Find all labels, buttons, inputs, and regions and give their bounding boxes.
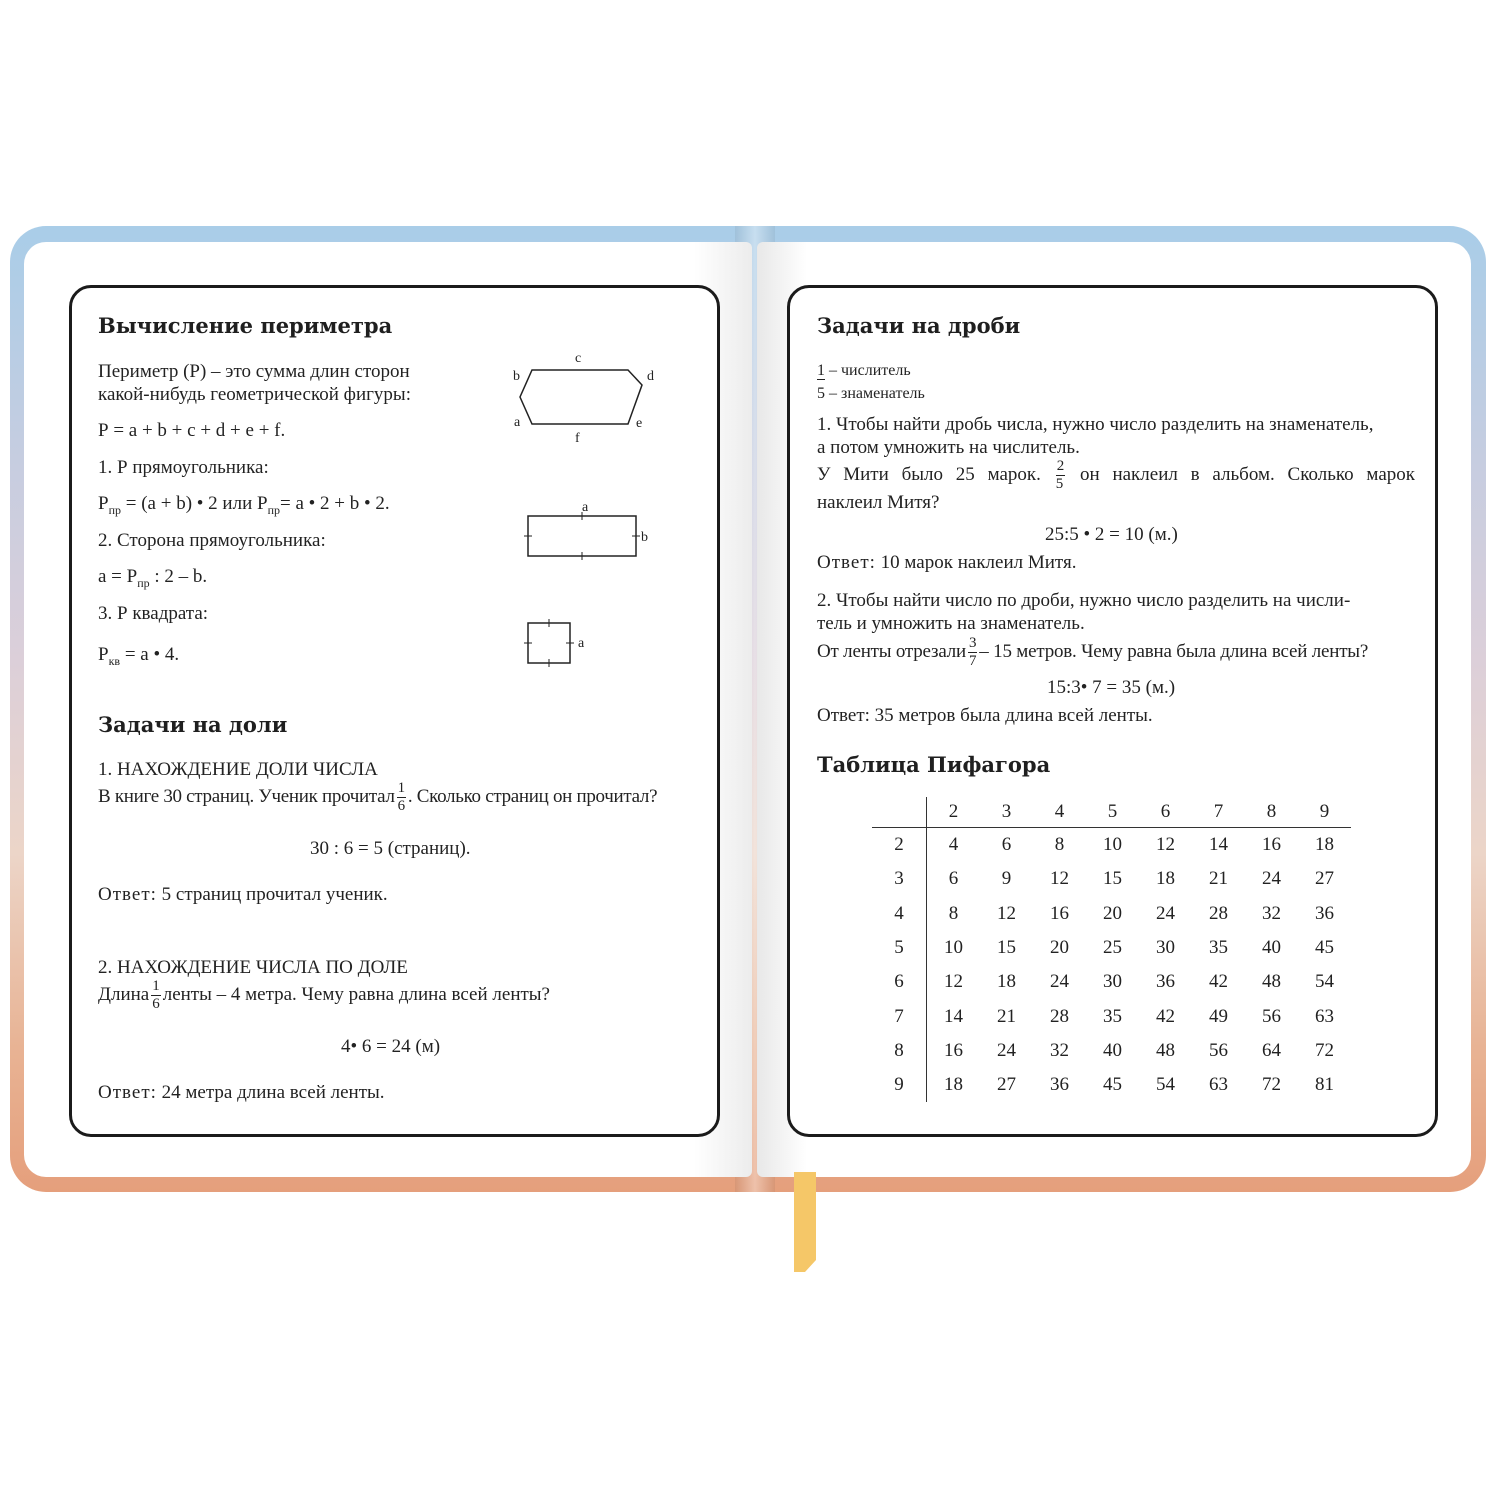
table-cell: 8 xyxy=(1054,834,1065,856)
table-cell: 48 xyxy=(1262,971,1281,993)
table-cell: 32 xyxy=(1050,1039,1069,1061)
perimeter-formula: Р = a + b + c + d + e + f. xyxy=(98,420,286,441)
table-row xyxy=(872,931,1351,965)
table-cell: 25 xyxy=(1103,937,1122,959)
square-perimeter-formula: $Р_{кв} = a$ • 4. xyxy=(98,644,180,668)
numerator-legend: 1 – числитель xyxy=(817,362,911,379)
table-row-header-cell: 4 xyxy=(872,897,927,931)
share-task1-text: В книге 30 страниц. Ученик прочитал $\frac{1}{6}$ . Сколько страниц он прочитал? xyxy=(98,780,658,814)
table-cell: 28 xyxy=(1050,1005,1069,1027)
table-cell: 27 xyxy=(1315,868,1334,890)
table-cell: 24 xyxy=(997,1039,1016,1061)
hexagon-label-c: c xyxy=(575,351,582,366)
table-cell: 24 xyxy=(1050,971,1069,993)
table-cell: 63 xyxy=(1209,1074,1228,1096)
table-cell: 63 xyxy=(1315,1005,1334,1027)
fraction-problem2-calc: 15:3• 7 = 35 (м.) xyxy=(1047,677,1176,698)
table-row xyxy=(872,862,1351,896)
table-row-header-cell: 2 xyxy=(872,828,927,863)
square-perimeter-label: 3. Р квадрата: xyxy=(98,603,209,624)
table-cell: 36 xyxy=(1050,1074,1069,1096)
perimeter-title: Вычисление периметра xyxy=(98,313,393,338)
table-cell: 6 xyxy=(948,868,959,890)
table-cell: 15 xyxy=(997,937,1016,959)
share-task2-calc: 4• 6 = 24 (м) xyxy=(341,1036,441,1057)
table-cell: 35 xyxy=(1209,937,1228,959)
table-row-header-cell: 9 xyxy=(872,1068,927,1102)
table-cell: 36 xyxy=(1156,971,1175,993)
share-task1-heading: 1. НАХОЖДЕНИЕ ДОЛИ ЧИСЛА xyxy=(98,759,378,780)
table-row-header-cell: 5 xyxy=(872,931,927,965)
table-cell: 49 xyxy=(1209,1005,1228,1027)
share-task1-calc: 30 : 6 = 5 (страниц). xyxy=(310,838,471,859)
rect-perimeter-formula: $Р_{пр} = (a + b)$ • 2 или $Р_{пр}= a$ • 2 + b • 2. xyxy=(98,493,390,517)
table-header-cell: 8 xyxy=(1245,797,1298,828)
table-cell: 36 xyxy=(1315,902,1334,924)
rect-perimeter-label: 1. Р прямоугольника: xyxy=(98,457,269,478)
fraction-problem1-line2: наклеил Митя? xyxy=(817,492,940,513)
table-cell: 27 xyxy=(997,1074,1016,1096)
table-cell: 14 xyxy=(1209,834,1228,856)
table-cell: 8 xyxy=(948,902,959,924)
table-header-cell: 6 xyxy=(1139,797,1192,828)
perimeter-definition-line2: какой-нибудь геометрической фигуры: xyxy=(98,384,411,405)
table-cell: 40 xyxy=(1262,937,1281,959)
pythagoras-table xyxy=(872,797,1351,1102)
table-row xyxy=(872,828,1351,863)
table-cell: 56 xyxy=(1262,1005,1281,1027)
share-task2-text: Длина $\frac{1}{6}$ ленты – 4 метра. Чему равна длина всей ленты? xyxy=(98,978,550,1012)
table-cell: 21 xyxy=(1209,868,1228,890)
table-cell: 72 xyxy=(1315,1039,1334,1061)
table-header-cell: 5 xyxy=(1086,797,1139,828)
table-cell: 15 xyxy=(1103,868,1122,890)
hexagon-label-d: d xyxy=(647,369,654,384)
fraction-problem2-answer: Ответ: 35 метров была длина всей ленты. xyxy=(817,705,1153,726)
fraction-problem1-text: У Мити было 25 марок. $\frac{2}{5}$ он наклеил в альбом. Сколько марок xyxy=(817,458,1415,492)
share-task1-answer: Ответ: 5 страниц прочитал ученик. xyxy=(98,884,388,905)
fraction-rule1-line1: 1. Чтобы найти дробь числа, нужно число разделить на знаменатель, xyxy=(817,414,1374,435)
fraction-problem2-text: От ленты отрезали $\frac{3}{7}$ – 15 метров. Чему равна была длина всей ленты? xyxy=(817,635,1369,669)
table-cell: 12 xyxy=(1050,868,1069,890)
share-task2-answer: Ответ: 24 метра длина всей ленты. xyxy=(98,1082,385,1103)
hexagon-label-f: f xyxy=(575,431,580,446)
fractions-title: Задачи на дроби xyxy=(817,313,1021,338)
table-cell: 12 xyxy=(944,971,963,993)
table-cell: 42 xyxy=(1209,971,1228,993)
table-cell: 20 xyxy=(1050,937,1069,959)
table-header-cell: 3 xyxy=(980,797,1033,828)
table-row xyxy=(872,897,1351,931)
table-cell: 10 xyxy=(944,937,963,959)
fraction-rule2-line2: тель и умножить на знаменатель. xyxy=(817,613,1085,634)
table-header-cell: 2 xyxy=(927,797,981,828)
table-cell: 45 xyxy=(1315,937,1334,959)
table-cell: 81 xyxy=(1315,1074,1334,1096)
square-label-a: a xyxy=(578,636,585,651)
fraction-rule1-line2: а потом умножить на числитель. xyxy=(817,437,1080,458)
table-cell: 64 xyxy=(1262,1039,1281,1061)
hexagon-diagram xyxy=(500,340,680,455)
share-task2-heading: 2. НАХОЖДЕНИЕ ЧИСЛА ПО ДОЛЕ xyxy=(98,957,408,978)
rect-label-b: b xyxy=(641,530,648,545)
rect-label-a: a xyxy=(582,500,589,515)
table-cell: 6 xyxy=(1001,834,1012,856)
table-cell: 54 xyxy=(1156,1074,1175,1096)
perimeter-definition-line1: Периметр (Р) – это сумма длин сторон xyxy=(98,361,410,382)
table-cell: 32 xyxy=(1262,902,1281,924)
table-cell: 45 xyxy=(1103,1074,1122,1096)
table-row-header-cell: 6 xyxy=(872,965,927,999)
table-cell: 28 xyxy=(1209,902,1228,924)
table-cell: 42 xyxy=(1156,1005,1175,1027)
table-cell: 56 xyxy=(1209,1039,1228,1061)
table-cell: 30 xyxy=(1103,971,1122,993)
table-cell: 4 xyxy=(948,834,959,856)
table-cell: 18 xyxy=(1315,834,1334,856)
table-header-row xyxy=(872,797,1351,828)
hexagon-label-a: a xyxy=(514,415,521,430)
table-cell: 35 xyxy=(1103,1005,1122,1027)
rect-side-formula: $a = Р_{пр}$ : 2 – b. xyxy=(98,566,208,590)
table-row-header-cell: 3 xyxy=(872,862,927,896)
table-header-cell: 7 xyxy=(1192,797,1245,828)
fraction-rule2-line1: 2. Чтобы найти число по дроби, нужно число разделить на числи- xyxy=(817,590,1351,611)
table-cell: 24 xyxy=(1262,868,1281,890)
rectangle-diagram xyxy=(520,495,660,565)
table-header-cell: 9 xyxy=(1298,797,1351,828)
table-cell: 16 xyxy=(944,1039,963,1061)
bookmark-ribbon[interactable] xyxy=(794,1172,816,1272)
table-cell: 20 xyxy=(1103,902,1122,924)
table-cell: 18 xyxy=(997,971,1016,993)
table-corner-cell xyxy=(872,797,927,828)
table-cell: 54 xyxy=(1315,971,1334,993)
hexagon-label-e: e xyxy=(636,416,643,431)
pythagoras-title: Таблица Пифагора xyxy=(817,752,1051,777)
table-cell: 10 xyxy=(1103,834,1122,856)
table-header-cell: 4 xyxy=(1033,797,1086,828)
table-row xyxy=(872,965,1351,999)
table-cell: 16 xyxy=(1050,902,1069,924)
table-cell: 30 xyxy=(1156,937,1175,959)
table-row-header-cell: 8 xyxy=(872,1034,927,1068)
table-cell: 14 xyxy=(944,1005,963,1027)
shares-title: Задачи на доли xyxy=(98,712,288,737)
table-cell: 21 xyxy=(997,1005,1016,1027)
table-cell: 12 xyxy=(997,902,1016,924)
table-cell: 48 xyxy=(1156,1039,1175,1061)
table-cell: 40 xyxy=(1103,1039,1122,1061)
fraction-problem1-calc: 25:5 • 2 = 10 (м.) xyxy=(1045,524,1178,545)
fraction-problem1-answer: Ответ: 10 марок наклеил Митя. xyxy=(817,552,1077,573)
table-cell: 18 xyxy=(1156,868,1175,890)
rect-side-label: 2. Сторона прямоугольника: xyxy=(98,530,326,551)
table-cell: 72 xyxy=(1262,1074,1281,1096)
table-cell: 18 xyxy=(944,1074,963,1096)
square-diagram xyxy=(520,615,600,670)
table-row xyxy=(872,999,1351,1033)
hexagon-label-b: b xyxy=(513,369,520,384)
table-row xyxy=(872,1068,1351,1102)
table-row xyxy=(872,1034,1351,1068)
table-cell: 24 xyxy=(1156,902,1175,924)
table-cell: 16 xyxy=(1262,834,1281,856)
table-cell: 12 xyxy=(1156,834,1175,856)
table-row-header-cell: 7 xyxy=(872,999,927,1033)
denominator-legend: 5 – знаменатель xyxy=(817,385,925,402)
table-cell: 9 xyxy=(1001,868,1012,890)
